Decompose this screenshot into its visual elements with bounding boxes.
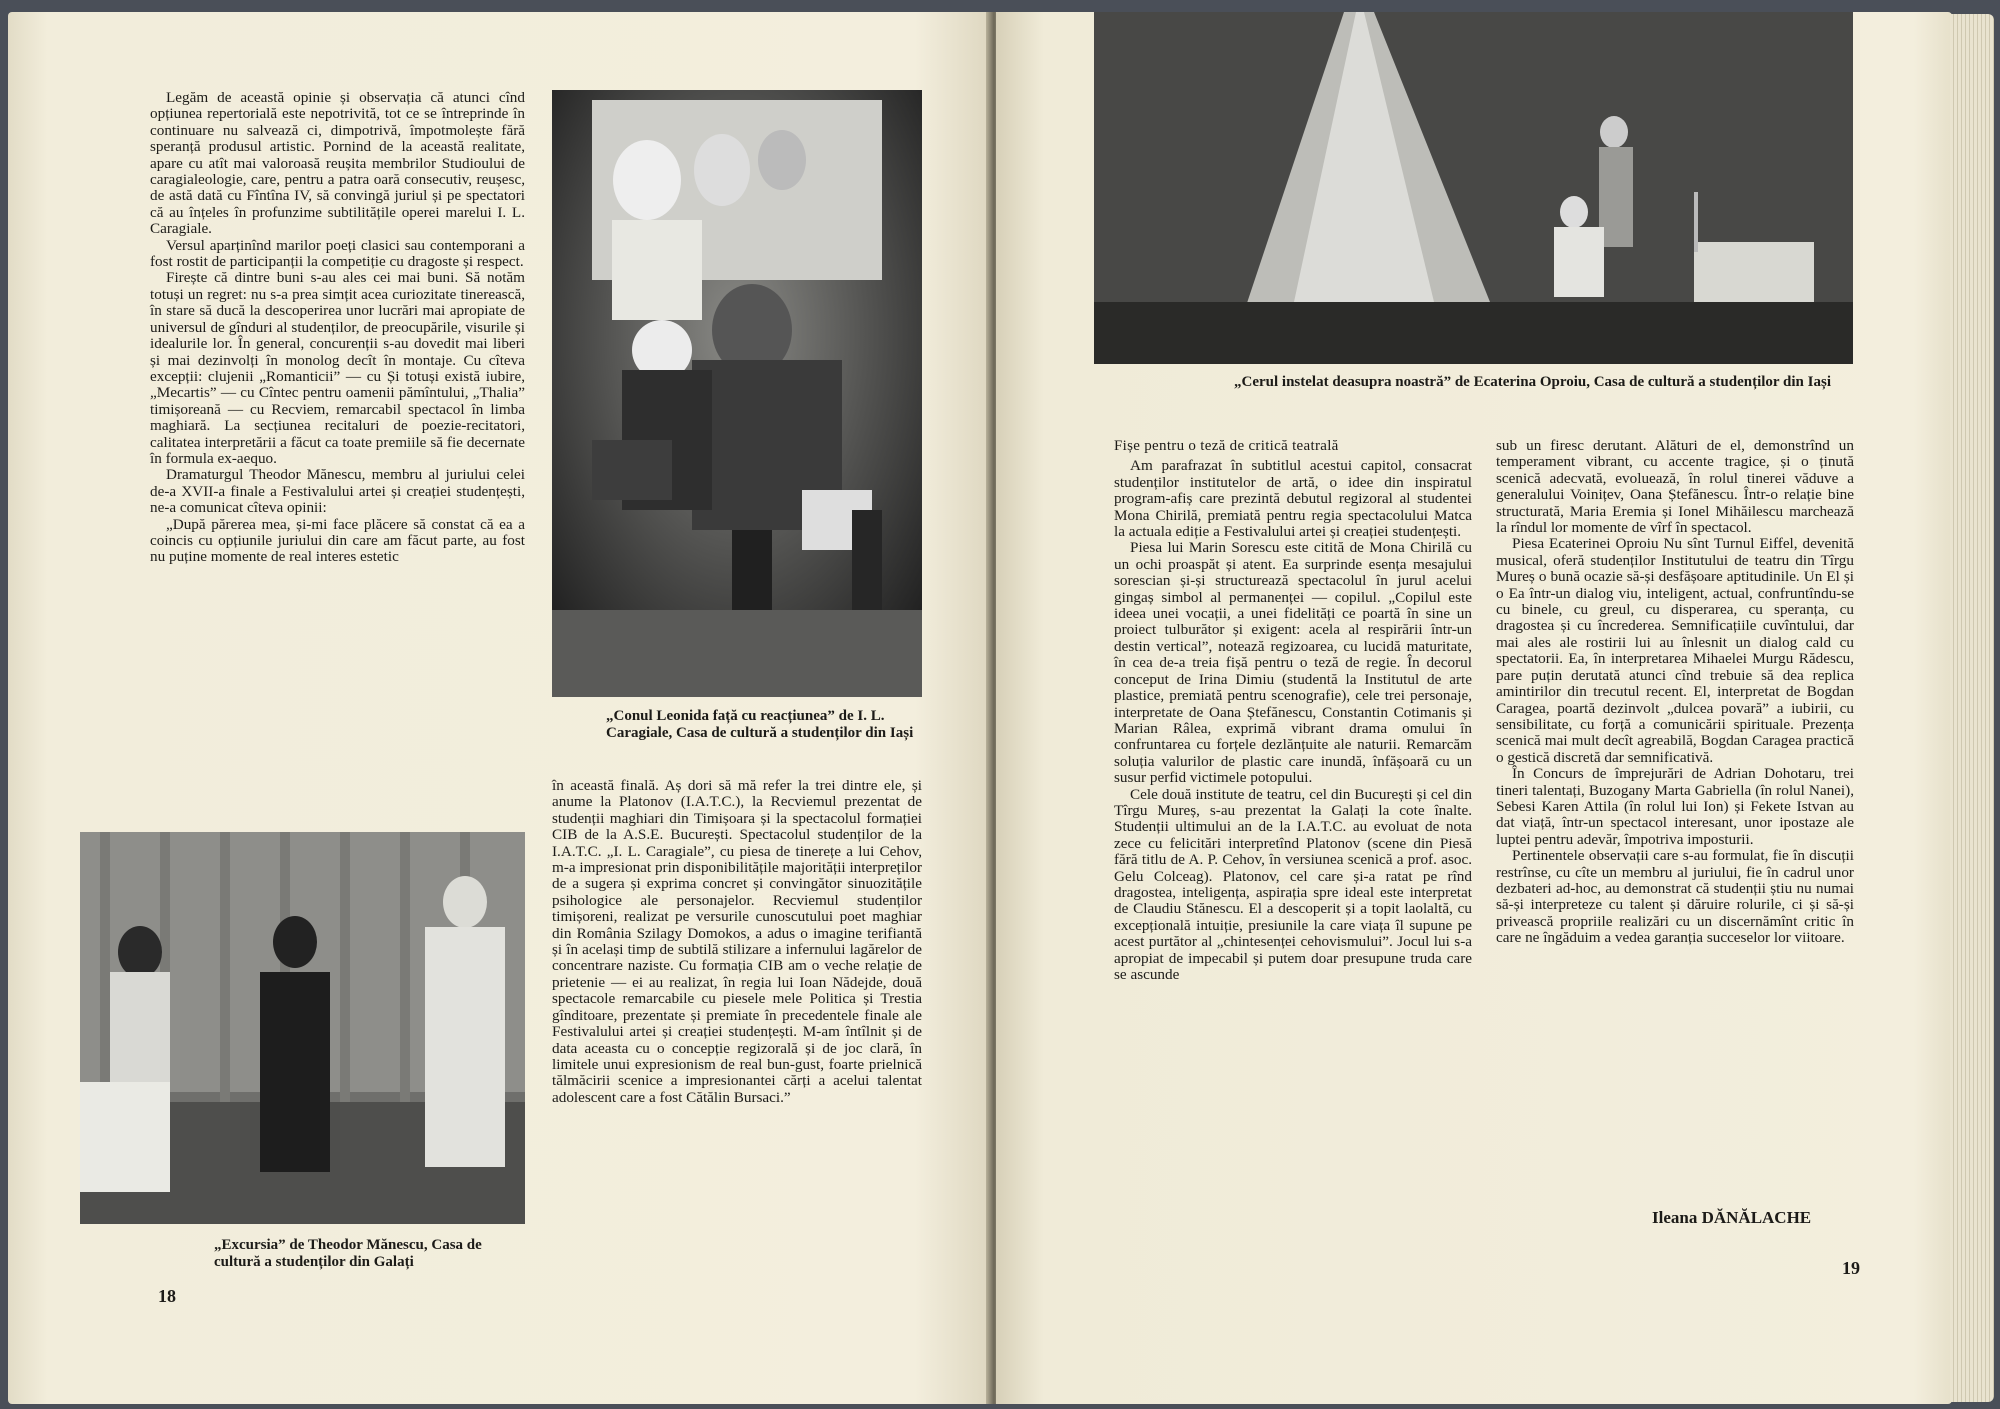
paragraph: Firește că dintre buni s-au ales cei mai buni. Să notăm totuși un regret: nu s-a prea simțit acea curiozitate tinerească, în stare să ducă la descoperirea unor lucrări mai apropiate de universul de gînduri al studenților, de preocupările, visurile și idealurile lor. În general, concurenții s-au dovedit mai liberi și mai dezinvolți în monolog decît în montaje. Cu cîteva excepții: clujenii „Romanticii” — cu Și totuși există iubire, „Mecartis” — cu Cîntec pentru oamenii pămîntului, „Thalia” timișoreană — cu Recviem, remarcabil spectacol în limba maghiară. La secțiunea recitaluri de poezie-recitatori, calitatea interpretării a făcut ca toate premiile să fie decernate în formula ex-aequo. xyxy=(150,269,525,467)
caption-excursia-text: „Excursia” de Theodor Mănescu, Casa de cultură a studenților din Galați xyxy=(214,1237,482,1270)
photo-excursia-image xyxy=(80,832,525,1224)
left-column-1 xyxy=(150,90,525,815)
paragraph: Pertinentele observații care s-au formulat, fie în discuții restrînse, cu cîte un membru al juriului, fie în cadrul unor dezbateri ad-hoc, au demonstrat că studenții știu nu numai să-și interpreteze cu talent și dăruire rolurile, ci și să-și privească propriile realizări cu un discernămînt critic în care ne îngăduim a vedea garanția succeselor lor viitoare. xyxy=(1496,847,1854,947)
photo-cerul-instelat xyxy=(1094,12,1853,364)
author-signature: Ileana DĂNĂLACHE xyxy=(1652,1208,1812,1227)
page-number-left: 18 xyxy=(158,1286,176,1306)
photo-excursia xyxy=(80,832,525,1224)
caption-conul-leonida-text: „Conul Leonida față cu reacțiunea” de I. L. Caragiale, Casa de cultură a studenților din Iași xyxy=(606,708,914,741)
paragraph: sub un firesc derutant. Alături de el, demonstrînd un temperament vibrant, cu accente tragice, și o ținută scenică adecvată, evoluează, în rolul tinerei văduve a generalului Voinițev, Oana Ștefănescu. Într-o relație bine structurată, Maria Eremia și Ionel Mihăilescu marchează la rîndul lor momente de vîrf în spectacol. xyxy=(1496,437,1854,537)
left-column-2 xyxy=(552,778,922,1298)
photo-cerul-instelat-image xyxy=(1094,12,1853,364)
paragraph: Cele două institute de teatru, cel din București și cel din Tîrgu Mureș, s-au prezentat la Galați la cote înalte. Studenții ultimului an de la I.A.T.C. au evoluat de nota zece cu felicitări interpretînd Platonov (scene din Piesă fără titlu de A. P. Cehov, în versiunea scenică a prof. asoc. Gelu Colceag). Platonov, cel care și-a ratat pe rînd dragostea, inteligența, aspirația spre ideal este interpretat de Claudiu Stănescu. El a descoperit și a topit laolaltă, cu excepțională intuiție, presiunile la care viața îl supune pe acest purtător al „chintesenței cehovismului”. Jocul lui s-a apropiat de impecabil și putem doar presupune truda care se ascunde xyxy=(1114,785,1472,983)
paragraph: În Concurs de împrejurări de Adrian Dohotaru, trei tineri talentați, Buzogany Marta Gabriella (în rolul Nanei), Sebesi Karen Attila (în rolul lui Ion) și Fekete Istvan au dat viață, într-un spectacol interesant, unor ipostaze ale luptei pentru adevăr, împotriva imposturii. xyxy=(1496,765,1854,848)
photo-conul-leonida-image xyxy=(552,90,922,697)
page-edges xyxy=(1950,14,1994,1402)
paragraph: Versul aparținînd marilor poeți clasici sau contemporani a fost rostit de participanții la competiție cu dragoste și respect. xyxy=(150,236,525,271)
page-number-right: 19 xyxy=(1842,1258,1860,1278)
right-column-2 xyxy=(1496,438,1854,1198)
paragraph: „După părerea mea, și-mi face plăcere să constat că ea a coincis cu opțiunile juriului din care am făcut parte, au fost nu puține momente de real interes estetic xyxy=(150,515,525,566)
caption-excursia xyxy=(214,1237,530,1270)
left-page xyxy=(8,12,994,1404)
section-heading: Fișe pentru o teză de critică teatrală xyxy=(1114,438,1339,454)
photo-conul-leonida xyxy=(552,90,922,697)
caption-cerul-instelat xyxy=(1234,374,1864,391)
paragraph: Piesa Ecaterinei Oproiu Nu sînt Turnul Eiffel, devenită musical, oferă studenților Institutului de teatru din Tîrgu Mureș o bună ocazie să-și desfășoare aptitudinile. Un El și o Ea într-un dialog viu, inteligent, actual, confruntîndu-se cu binele, cu greul, cu disperarea, cu speranța, cu dragostea și cu încrederea. Semnificațiile cuvîntului, dar mai ales ale rostirii lui au înlesnit un dialog cald cu spectatorii. Ea, în interpretarea Mihaelei Murgu Rădescu, pare puțin derutată atunci cînd trebuie să dea replica amintirilor din trecutul recent. El, interpretat de Bogdan Caragea, poartă dezinvolt „dulcea povară” a iubirii, cu sensibilitate, cu forță a comunicării spirituale. Prezența scenică mai mult decît agreabilă, Bogdan Caragea practică o gestică discretă dar semnificativă. xyxy=(1496,535,1854,766)
caption-conul-leonida xyxy=(606,708,926,741)
paragraph: Piesa lui Marin Sorescu este citită de Mona Chirilă cu un ochi proaspăt și atent. Ea surprinde esența mesajului sorescian și-și structurează spectacolul în jurul acelui gingaș simbol al permanenței — copilul. „Copilul este ideea unei vocații, a unei fidelități ce poartă în sine un proiect tulburător și exigent: acela al respirării într-un destin vertical”, notează regizoarea, cu lucidă maturitate, în cea de-a treia fișă pentru o teză de regie. În decorul conceput de Irina Dimiu (studentă la Institutul de arte plastice, premiată pentru scenografie), cele trei personaje, interpretate de Oana Ștefănescu, Constantin Cotimanis și Marian Râlea, exprimă vibrant drama omului în confruntarea cu forțele dezlănțuite ale naturii. Remarcăm soluția valurilor de plastic care inundă, înfășoară cu un susur perfid victimele potopului. xyxy=(1114,539,1472,787)
caption-cerul-instelat-text: „Cerul instelat deasupra noastră” de Ecaterina Oproiu, Casa de cultură a studenților din Iași xyxy=(1234,374,1831,390)
right-page xyxy=(996,12,1952,1404)
right-column-1 xyxy=(1114,438,1472,1258)
paragraph: Dramaturgul Theodor Mănescu, membru al juriului celei de-a XVII-a finale a Festivalului artei și creației studențești, ne-a comunicat cîteva opinii: xyxy=(150,466,525,517)
paragraph: Legăm de această opinie și observația că atunci cînd opțiunea repertorială este nepotrivită, tot ce se întreprinde în continuare nu salvează ci, dimpotrivă, împotmolește fără speranță produsul artistic. Pornind de la această realitate, apare cu atît mai valoroasă reușita membrilor Studioului de caragialeologie, care, pentru a patra oară consecutiv, reușesc, de astă dată cu Fîntîna IV, să convingă juriul și pe spectatori că au înțeles în profunzime subtilitățile operei marelui I. L. Caragiale. xyxy=(150,89,525,238)
paragraph: Am parafrazat în subtitlul acestui capitol, consacrat studenților institutelor de artă, o idee din inspiratul program-afiș care prezintă debutul regizoral al studentei Mona Chirilă, premiată pentru regia spectacolului Matca la actuala ediție a Festivalului artei și creației studențești. xyxy=(1114,457,1472,541)
paragraph: în această finală. Aș dori să mă refer la trei dintre ele, și anume la Platonov (I.A.T.C.), la Recviemul prezentat de studenții maghiari din Timișoara și la spectacolul formației CIB de la A.S.E. București. Spectacolul studenților de la I.A.T.C. „I. L. Caragiale”, cu piesa de tinerețe a lui Cehov, m-a impresionat prin disponibilitățile majorității interpreților de a sugera și exprima concret și convingător sinuozitățile psihologice ale personajelor. Recviemul studenților timișoreni, realizat pe versurile cunoscutului poet maghiar din România Szilagy Domokos, a adus o imagine terifiantă și în același timp de subtilă stilizare a infernului lagărelor de concentrare naziste. Cu formația CIB am o veche relație de prietenie — ei au realizat, în regia lui Ioan Nădejde, două spectacole remarcabile cu piesele mele Politica și Trestia gînditoare, prezentate și premiate în precedentele finale ale Festivalului artei și creației studențești. M-am întîlnit și de data aceasta cu o concepție regizorală și de joc clară, în limitele unui expresionism de real bun-gust, foarte prielnică tălmăcirii scenice a impresionantei cărți a acelui talentat adolescent care a fost Cătălin Bursaci.” xyxy=(552,777,922,1106)
